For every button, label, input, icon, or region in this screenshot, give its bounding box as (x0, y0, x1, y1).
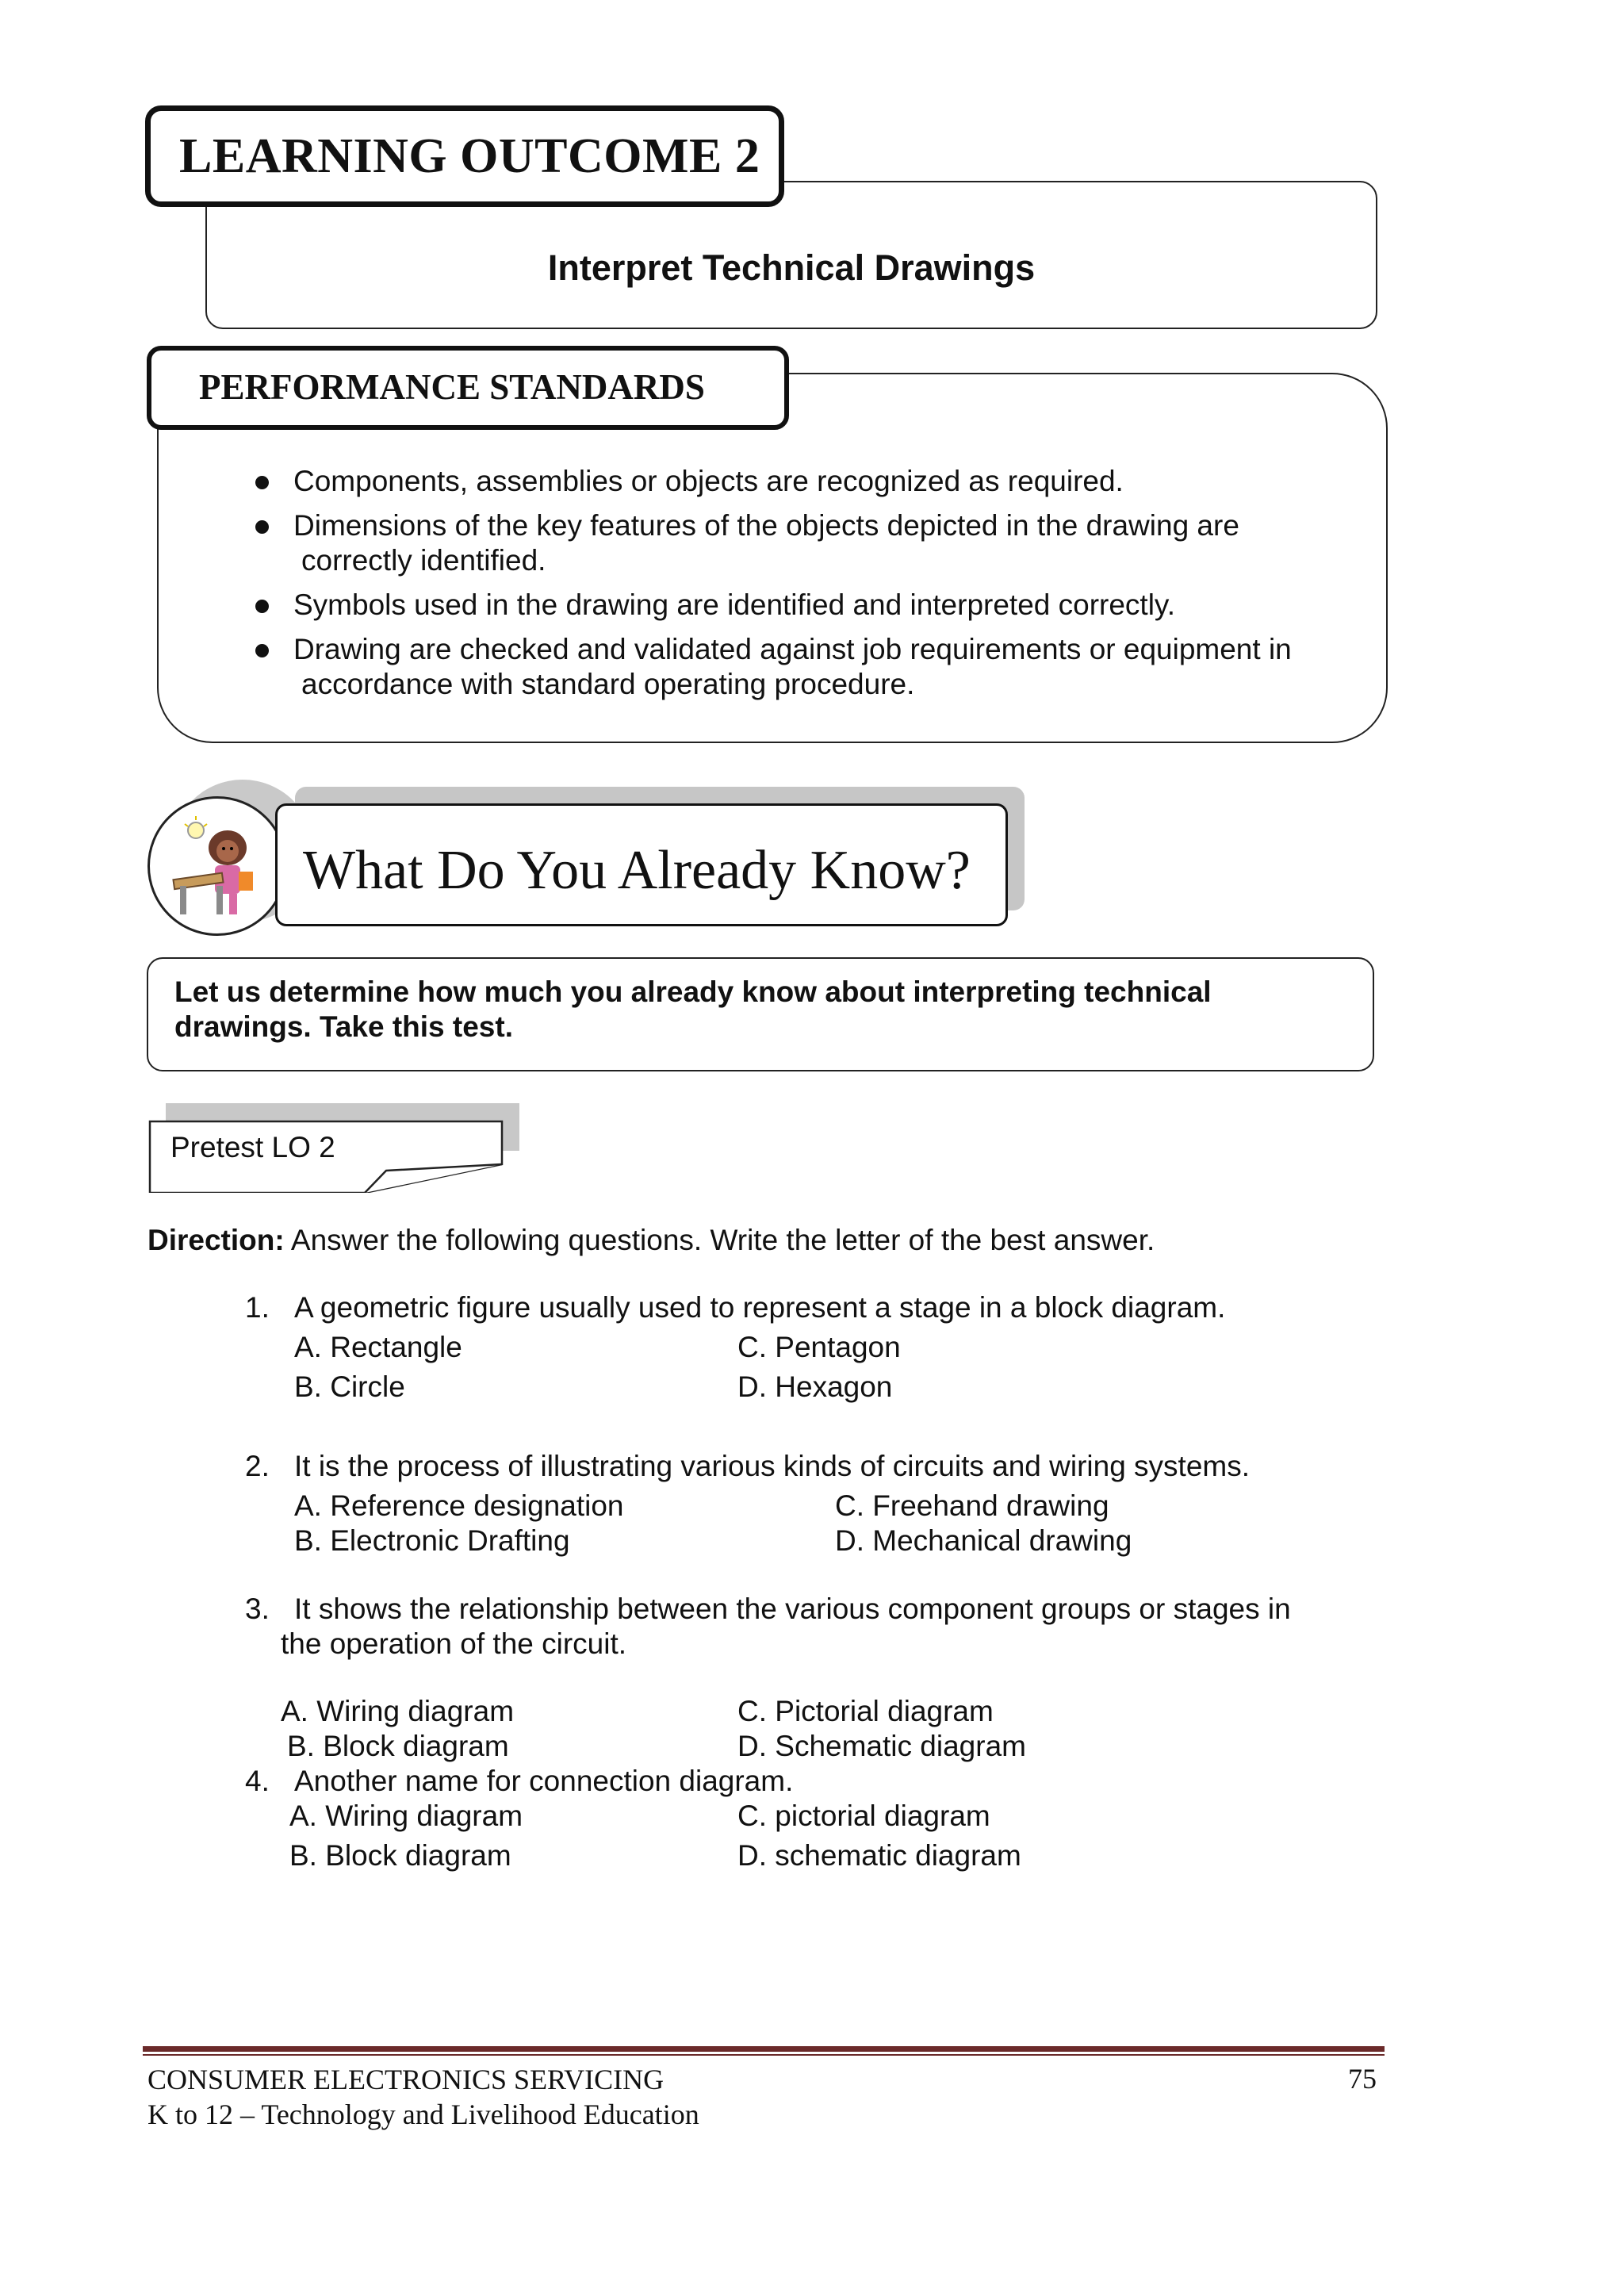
direction-line (147, 1224, 1155, 1257)
question-text: Another name for connection diagram. (294, 1765, 794, 1797)
section-title-box (275, 803, 1008, 926)
standard-item: Drawing are checked and validated against job requirements or equipment in accordance with standard operating procedure. (249, 632, 1359, 702)
question-option: D. Hexagon (737, 1370, 893, 1403)
bullet-icon (255, 520, 269, 534)
question-option: D. Schematic diagram (737, 1730, 1026, 1762)
learning-outcome-title: LEARNING OUTCOME 2 (179, 129, 760, 183)
question-option: C. Pictorial diagram (737, 1695, 994, 1727)
intro-box (147, 957, 1374, 1071)
question-text: It shows the relationship between the various component groups or stages in (294, 1593, 1291, 1625)
question-option: C. Freehand drawing (835, 1489, 1109, 1522)
standard-item: Symbols used in the drawing are identified and interpreted correctly. (249, 588, 1359, 623)
question-option: D. Mechanical drawing (835, 1524, 1132, 1557)
question-option: A. Reference designation (294, 1489, 624, 1522)
footer-text (147, 2062, 699, 2132)
question-text-continued: the operation of the circuit. (281, 1627, 627, 1660)
question-option: A. Rectangle (294, 1331, 462, 1363)
question-option: C. pictorial diagram (737, 1800, 990, 1832)
footer-rule (143, 2046, 1385, 2057)
direction-text: Answer the following questions. Write the letter of the best answer. (284, 1224, 1155, 1256)
bullet-icon (255, 600, 269, 613)
section-title: What Do You Already Know? (303, 840, 971, 901)
question-number: 1. (245, 1291, 270, 1324)
performance-standards-list (249, 464, 1359, 711)
footer-course: CONSUMER ELECTRONICS SERVICING (147, 2064, 665, 2095)
question-option: B. Circle (294, 1370, 405, 1403)
learning-outcome-title-tab (145, 105, 784, 207)
thinking-student-icon (147, 796, 287, 936)
question-option: B. Block diagram (289, 1839, 511, 1872)
question-option: D. schematic diagram (737, 1839, 1021, 1872)
standard-item: Dimensions of the key features of the objects depicted in the drawing are correctly identified. (249, 508, 1359, 578)
performance-standards-tab (147, 346, 789, 430)
question-option: B. Block diagram (287, 1730, 509, 1762)
question-option: C. Pentagon (737, 1331, 901, 1363)
bullet-icon (255, 644, 269, 657)
learning-outcome-subtitle: Interpret Technical Drawings (547, 247, 1036, 288)
question-option: A. Wiring diagram (289, 1800, 523, 1832)
question-number: 4. (245, 1765, 270, 1797)
page-number: 75 (1348, 2063, 1377, 2095)
direction-label: Direction: (147, 1224, 285, 1256)
question-option: A. Wiring diagram (281, 1695, 515, 1727)
bullet-icon (255, 476, 269, 489)
question-number: 2. (245, 1450, 270, 1482)
question-text: A geometric figure usually used to represent a stage in a block diagram. (294, 1291, 1226, 1324)
question-option: B. Electronic Drafting (294, 1524, 570, 1557)
question-text: It is the process of illustrating various kinds of circuits and wiring systems. (294, 1450, 1251, 1482)
question-number: 3. (245, 1593, 270, 1625)
footer-program: K to 12 – Technology and Livelihood Education (147, 2099, 699, 2130)
intro-text: Let us determine how much you already know about interpreting technical drawings. Take this test. (174, 976, 1212, 1043)
pretest-label: Pretest LO 2 (170, 1131, 335, 1163)
standard-item: Components, assemblies or objects are recognized as required. (249, 464, 1359, 499)
performance-standards-title: PERFORMANCE STANDARDS (199, 367, 705, 407)
